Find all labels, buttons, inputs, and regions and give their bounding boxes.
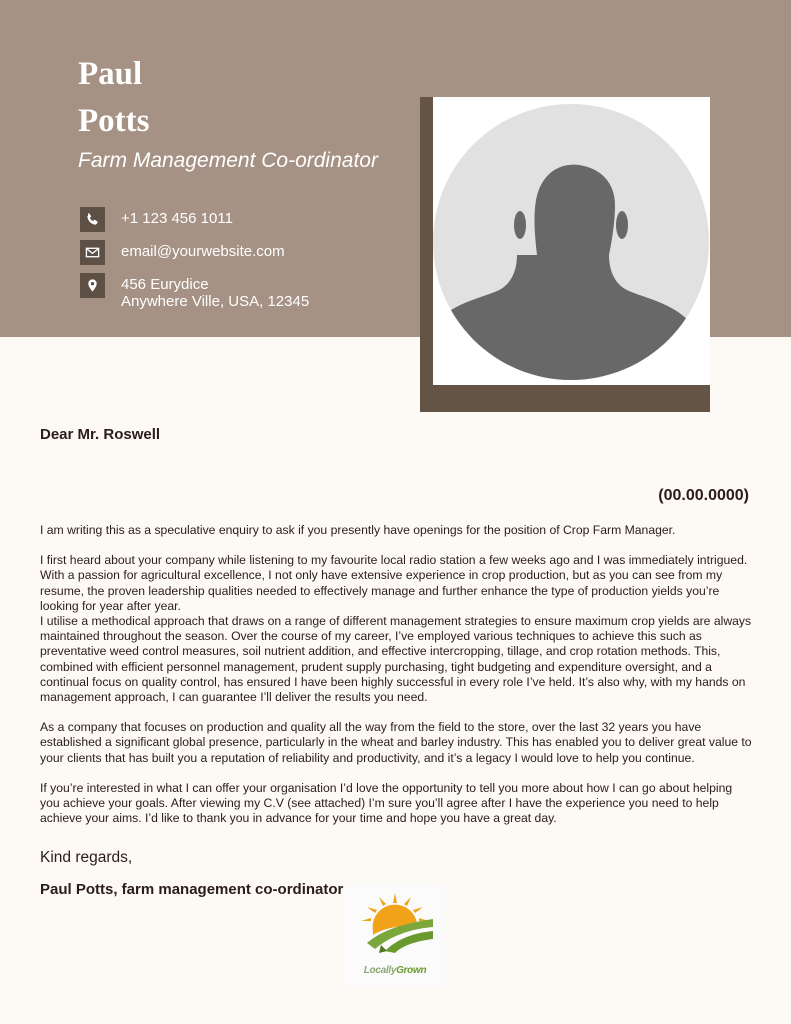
signature: Paul Potts, farm management co-ordinator: [40, 881, 344, 898]
phone-number: +1 123 456 1011: [121, 210, 233, 227]
job-title: Farm Management Co-ordinator: [78, 149, 378, 172]
avatar-placeholder-icon: [433, 97, 710, 385]
paragraph: I first heard about your company while listening to my favourite local radio station a few weeks ago and I was immediately intrigued. With a passion for agricultural excellence, I not only have extensive experience in crop production, but as you can see from my resume, the proven leadership qualities needed to effectively manage and further enhance the type of production yields you’re looking for year after year.: [40, 553, 748, 613]
paragraph: As a company that focuses on production and quality all the way from the field to the store, over the last 32 years you have established a significant global presence, particularly in the wheat and barley industry. This has enabled you to deliver great value to your clients that has built you a reputation of reliability and productivity, and it’s a legacy I would love to help you continue.: [40, 720, 752, 765]
first-name: Paul: [78, 56, 143, 92]
phone-icon: [80, 207, 105, 232]
letter-body: [40, 523, 754, 826]
logo-wordmark: [345, 965, 445, 976]
letter-date: (00.00.0000): [658, 487, 749, 504]
logo-word-a: Locally: [363, 965, 397, 976]
contact-address: [80, 273, 309, 310]
sun-field-logo-icon: [345, 883, 445, 963]
profile-photo: [433, 97, 710, 385]
address-line-2: Anywhere Ville, USA, 12345: [121, 293, 310, 310]
address: [121, 273, 309, 310]
contact-email: [80, 240, 285, 265]
salutation: Dear Mr. Roswell: [40, 426, 161, 443]
email-address[interactable]: email@yourwebsite.com: [121, 243, 285, 260]
logo-word-b: Grown: [396, 965, 427, 976]
address-line-1: 456 Eurydice: [121, 276, 209, 293]
map-pin-icon: [80, 273, 105, 298]
closing: Kind regards,: [40, 849, 133, 866]
paragraph: I am writing this as a speculative enquiry to ask if you presently have openings for the position of Crop Farm Manager.: [40, 523, 676, 537]
paragraph: I utilise a methodical approach that draws on a range of different management strategies to ensure maximum crop yields are always maintained throughout the season. Over the course of my career, I’ve employed various techniques to achieve this such as preventative weed control measures, soil nutrient addition, and effective intercropping, tillage, and crop rotation methods. This, combined with efficient personnel management, prudent supply purchasing, tight budgeting and expenditure oversight, and a continual focus on quality control, has ensured I have been highly successful in every role I’ve held. It’s also why, with my hands on management approach, I can guarantee I’ll deliver the results you need.: [40, 614, 752, 705]
contact-phone: [80, 207, 233, 232]
last-name: Potts: [78, 103, 150, 139]
company-logo: [345, 883, 445, 987]
envelope-icon: [80, 240, 105, 265]
paragraph: If you’re interested in what I can offer your organisation I’d love the opportunity to tell you more about how I can go about helping you achieve your goals. After viewing my C.V (see attached) I’m sure you’ll agree after I have the experience you need to help achieve your aims. I’d like to thank you in advance for your time and hope you have a great day.: [40, 780, 733, 826]
